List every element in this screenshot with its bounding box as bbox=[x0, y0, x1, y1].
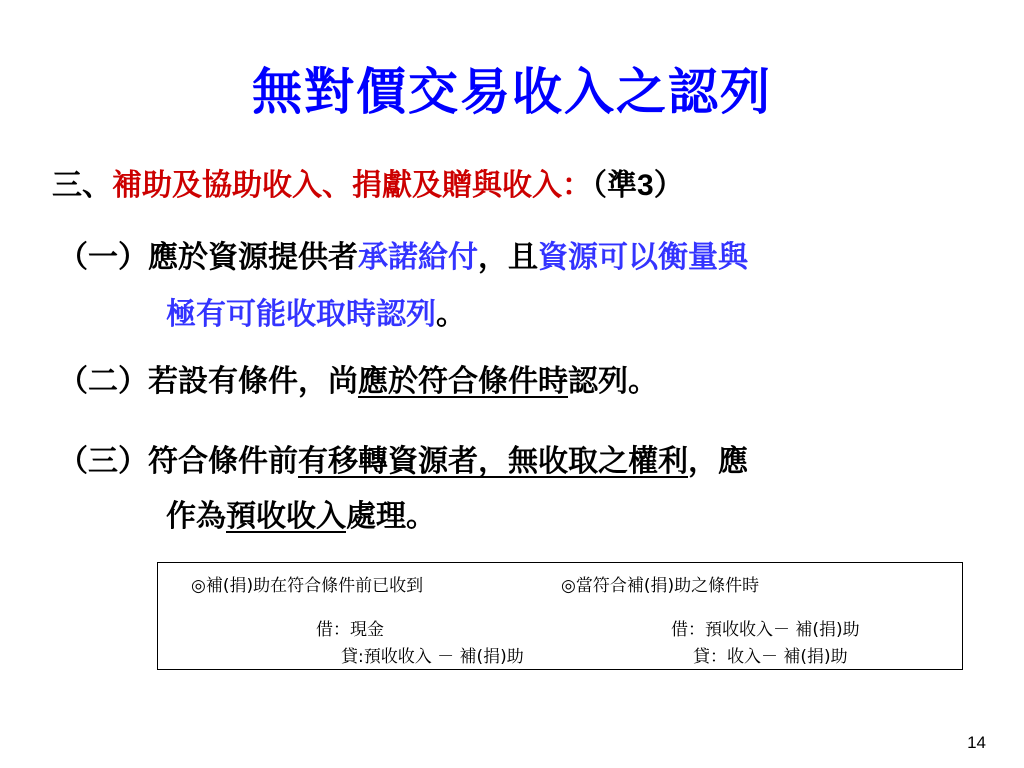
section-ref-close: ） bbox=[653, 168, 684, 203]
item-2-marker: （二） bbox=[58, 364, 148, 399]
item-3-text-d: 處理。 bbox=[346, 499, 436, 534]
item-1-emph-c: 極有可能收取時認列 bbox=[166, 297, 436, 332]
item-3-marker: （三） bbox=[58, 444, 148, 479]
item-1-line-2 bbox=[166, 289, 466, 333]
item-1-text-b: ，且 bbox=[478, 240, 538, 275]
item-1-text-a: 應於資源提供者 bbox=[148, 240, 358, 275]
left-heading: ◎補(捐)助在符合條件前已收到 bbox=[191, 576, 424, 596]
left-debit: 借：現金 bbox=[316, 620, 384, 640]
page-title: 無對價交易收入之認列 bbox=[252, 62, 772, 121]
item-3-underline-b: 預收收入 bbox=[226, 499, 346, 534]
right-debit: 借：預收收入－ 補(捐)助 bbox=[671, 620, 860, 640]
item-3-line-2 bbox=[166, 491, 436, 535]
journal-entry-box bbox=[157, 562, 963, 670]
section-ref-open: （準 bbox=[592, 168, 637, 203]
right-heading: ◎當符合補(捐)助之條件時 bbox=[561, 576, 760, 596]
item-2-line-1 bbox=[58, 356, 658, 400]
item-1-line-1 bbox=[58, 232, 748, 276]
item-3-underline-a: 有移轉資源者，無收取之權利 bbox=[298, 444, 688, 479]
item-1-emph-a: 承諾給付 bbox=[358, 240, 478, 275]
right-credit: 貸：收入－ 補(捐)助 bbox=[693, 647, 848, 667]
item-2-text-a: 若設有條件，尚 bbox=[148, 364, 358, 399]
section-heading-text: 補助及協助收入、捐獻及贈與收入 bbox=[112, 168, 562, 203]
item-1-emph-b: 資源可以衡量與 bbox=[538, 240, 748, 275]
item-1-marker: （一） bbox=[58, 240, 148, 275]
item-2-underline-a: 應於符合條件時 bbox=[358, 364, 568, 399]
item-1-text-c: 。 bbox=[436, 297, 466, 332]
section-prefix: 三、 bbox=[52, 168, 112, 203]
item-3-text-b: ，應 bbox=[688, 444, 748, 479]
item-3-text-c: 作為 bbox=[166, 499, 226, 534]
item-3-text-a: 符合條件前 bbox=[148, 444, 298, 479]
section-heading bbox=[52, 160, 684, 204]
page-number: 14 bbox=[967, 733, 986, 752]
section-colon: ： bbox=[562, 168, 592, 203]
section-ref-number: 3 bbox=[637, 169, 654, 202]
item-3-line-1 bbox=[58, 436, 748, 480]
left-credit: 貸:預收收入 － 補(捐)助 bbox=[341, 647, 524, 667]
item-2-text-b: 認列。 bbox=[568, 364, 658, 399]
